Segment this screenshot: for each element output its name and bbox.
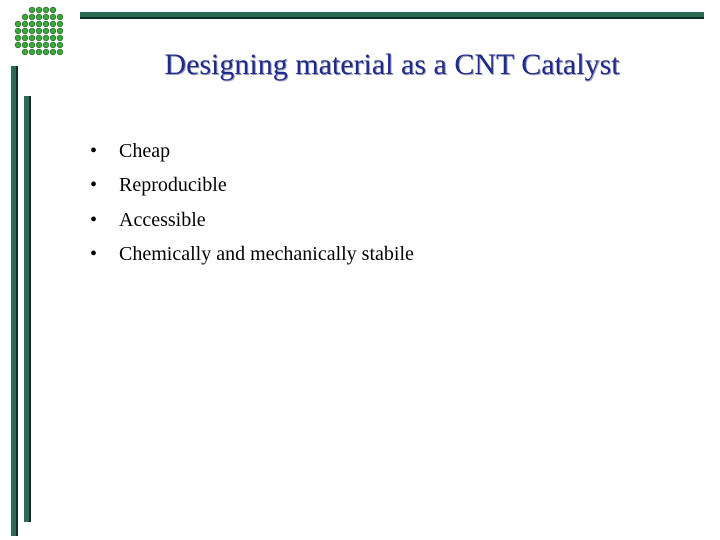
bullet-text: Reproducible	[119, 174, 227, 197]
bullet-marker: •	[90, 140, 98, 162]
bullet-marker: •	[90, 174, 98, 197]
slide-title: Designing material as a CNT Catalyst	[164, 48, 620, 81]
bullet-text: Accessible	[119, 208, 206, 231]
carbon-nanotube-molecule-icon	[12, 4, 72, 64]
list-item	[90, 134, 414, 168]
list-item	[90, 237, 414, 271]
bullet-list	[90, 134, 414, 272]
bullet-marker: •	[90, 243, 98, 266]
left-rule-inner	[24, 96, 31, 522]
left-rule-outer	[11, 66, 18, 536]
bullet-text: Chemically and mechanically stabile	[119, 243, 414, 266]
list-item	[90, 168, 414, 202]
top-rule	[80, 12, 704, 19]
bullet-marker: •	[90, 208, 98, 231]
bullet-text: Cheap	[119, 140, 171, 162]
list-item	[90, 203, 414, 237]
